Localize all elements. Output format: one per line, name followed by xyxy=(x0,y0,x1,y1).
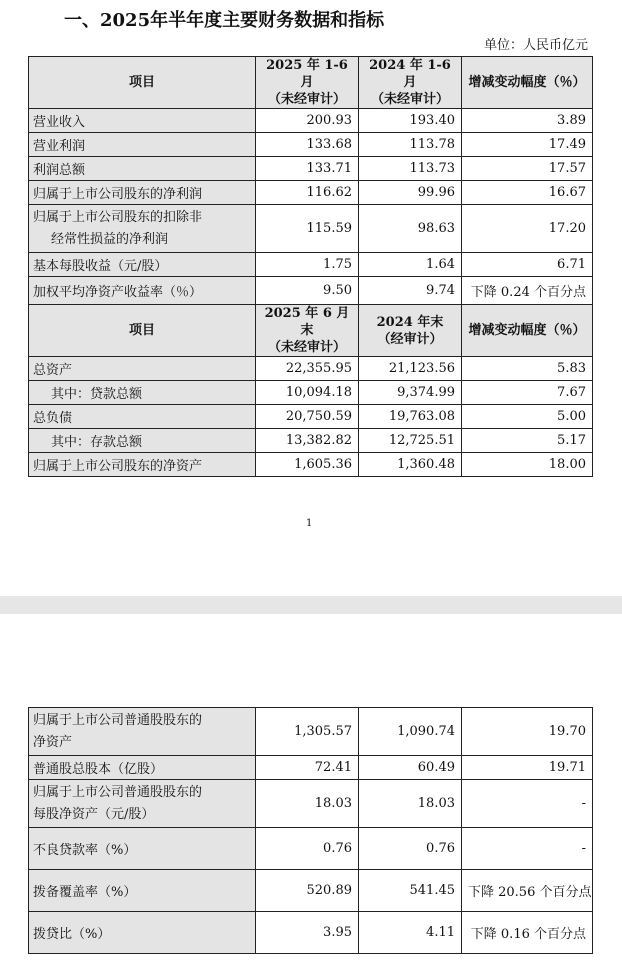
header-item: 项目 xyxy=(29,57,256,109)
table-row: 归属于上市公司股东的扣除非 经常性损益的净利润 115.59 98.63 17.20 xyxy=(29,205,593,253)
table-row: 总负债 20,750.59 19,763.08 5.00 xyxy=(29,405,593,429)
header-col-2025-june: 2025 年 6 月末 （未经审计） xyxy=(256,305,359,357)
table-row: 基本每股收益（元/股） 1.75 1.64 6.71 xyxy=(29,253,593,277)
header-col-change-2: 增减变动幅度（％） xyxy=(462,305,593,357)
section-title: 一、2025年半年度主要财务数据和指标 xyxy=(64,10,385,31)
page-separator xyxy=(0,596,622,614)
table-row: 利润总额 133.71 113.73 17.57 xyxy=(29,157,593,181)
table-row: 其中：贷款总额 10,094.18 9,374.99 7.67 xyxy=(29,381,593,405)
header-col-change: 增减变动幅度（％） xyxy=(462,57,593,109)
table-row: 营业收入 200.93 193.40 3.89 xyxy=(29,109,593,133)
table-row: 拨贷比（%） 3.95 4.11 下降 0.16 个百分点 xyxy=(29,912,593,954)
header-col-2025h1: 2025 年 1-6 月 （未经审计） xyxy=(256,57,359,109)
table-header-row-2 xyxy=(29,305,593,357)
table-row: 普通股总股本（亿股） 72.41 60.49 19.71 xyxy=(29,756,593,780)
table-row: 其中：存款总额 13,382.82 12,725.51 5.17 xyxy=(29,429,593,453)
header-item-2: 项目 xyxy=(29,305,256,357)
financial-table-1 xyxy=(28,56,593,477)
table-row: 归属于上市公司股东的净利润 116.62 99.96 16.67 xyxy=(29,181,593,205)
unit-label: 单位：人民币亿元 xyxy=(483,38,588,53)
table-row: 加权平均净资产收益率（％） 9.50 9.74 下降 0.24 个百分点 xyxy=(29,277,593,305)
table-row: 拨备覆盖率（%） 520.89 541.45 下降 20.56 个百分点 xyxy=(29,870,593,912)
table-row: 归属于上市公司普通股股东的 净资产 1,305.57 1,090.74 19.70 xyxy=(29,708,593,756)
page-number: 1 xyxy=(306,518,313,529)
table-row: 不良贷款率（%） 0.76 0.76 - xyxy=(29,828,593,870)
table-row: 归属于上市公司普通股股东的 每股净资产（元/股） 18.03 18.03 - xyxy=(29,780,593,828)
header-col-2024h1: 2024 年 1-6 月 （未经审计） xyxy=(359,57,462,109)
table-row: 总资产 22,355.95 21,123.56 5.83 xyxy=(29,357,593,381)
table-header-row xyxy=(29,57,593,109)
financial-table-2 xyxy=(28,707,593,954)
table-row: 归属于上市公司股东的净资产 1,605.36 1,360.48 18.00 xyxy=(29,453,593,477)
table-row: 营业利润 133.68 113.78 17.49 xyxy=(29,133,593,157)
header-col-2024-end: 2024 年末 （经审计） xyxy=(359,305,462,357)
